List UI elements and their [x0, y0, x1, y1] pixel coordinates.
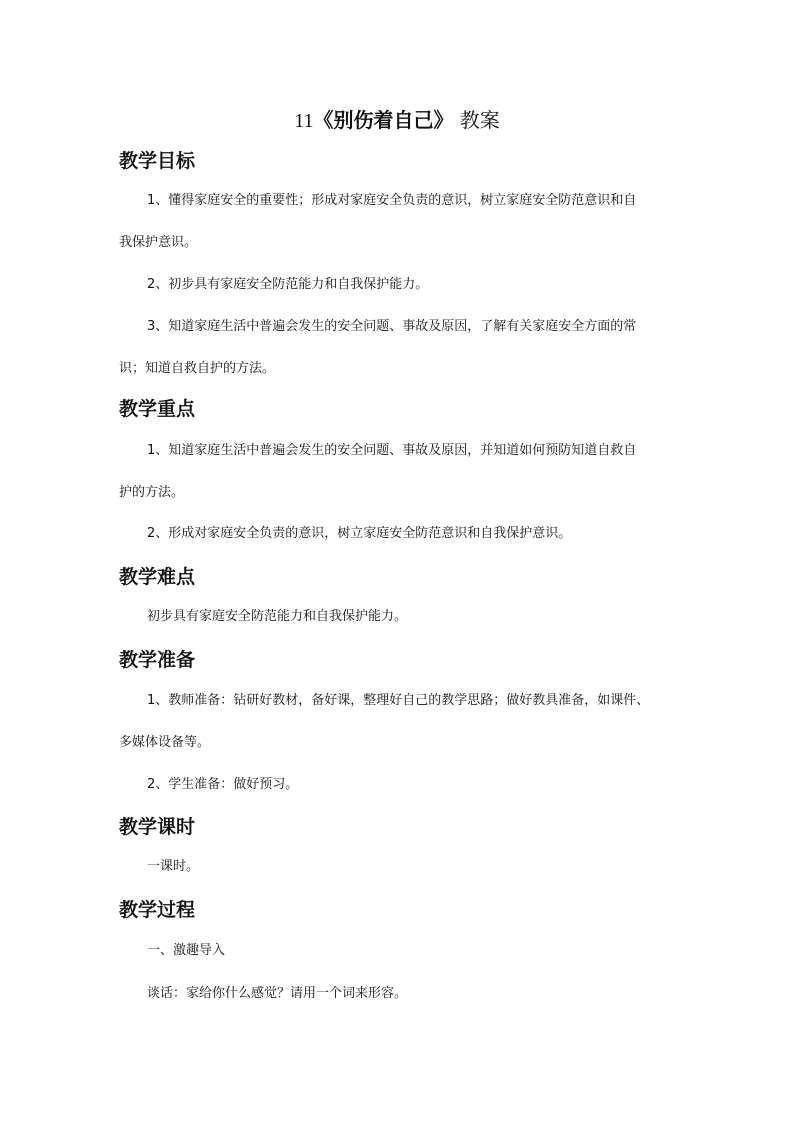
lesson-number: 11 [294, 110, 314, 132]
process-step1: 一、激趣导入 [147, 943, 226, 958]
objectives-item3-line2: 识；知道自救自护的方法。 [119, 361, 276, 376]
key-points-item1-line1: 1、知道家庭生活中普遍会发生的安全问题、事故及原因，并知道如何预防知道自救自 [147, 443, 637, 458]
title-suffix: 教案 [453, 108, 500, 132]
objectives-item3-line1: 3、知道家庭生活中普遍会发生的安全问题、事故及原因，了解有关家庭安全方面的常 [147, 319, 637, 334]
process-talk: 谈话：家给你什么感觉？请用一个词来形容。 [147, 986, 408, 1001]
hours-text: 一课时。 [147, 859, 200, 874]
key-points-item2: 2、形成对家庭安全负责的意识，树立家庭安全防范意识和自我保护意识。 [147, 526, 572, 541]
objectives-item1-line2: 我保护意识。 [119, 235, 198, 250]
key-points-item1-line2: 护的方法。 [119, 485, 185, 500]
document-title [0, 106, 794, 135]
heading-key-points: 教学重点 [119, 398, 196, 420]
lesson-book-title: 《别伤着自己》 [313, 108, 454, 132]
heading-preparation: 教学准备 [119, 649, 196, 671]
heading-difficulties: 教学难点 [119, 566, 196, 588]
heading-objectives: 教学目标 [119, 150, 196, 172]
preparation-item1-line1: 1、教师准备：钻研好教材，备好课，整理好自己的教学思路；做好教具准备，如课件、 [147, 693, 650, 708]
heading-hours: 教学课时 [119, 816, 196, 838]
objectives-item2: 2、初步具有家庭安全防范能力和自我保护能力。 [147, 277, 429, 292]
objectives-item1-line1: 1、懂得家庭安全的重要性；形成对家庭安全负责的意识，树立家庭安全防范意识和自 [147, 193, 637, 208]
preparation-item2: 2、学生准备：做好预习。 [147, 777, 299, 792]
preparation-item1-line2: 多媒体设备等。 [119, 735, 211, 750]
heading-process: 教学过程 [119, 899, 196, 921]
difficulties-text: 初步具有家庭安全防范能力和自我保护能力。 [147, 609, 408, 624]
